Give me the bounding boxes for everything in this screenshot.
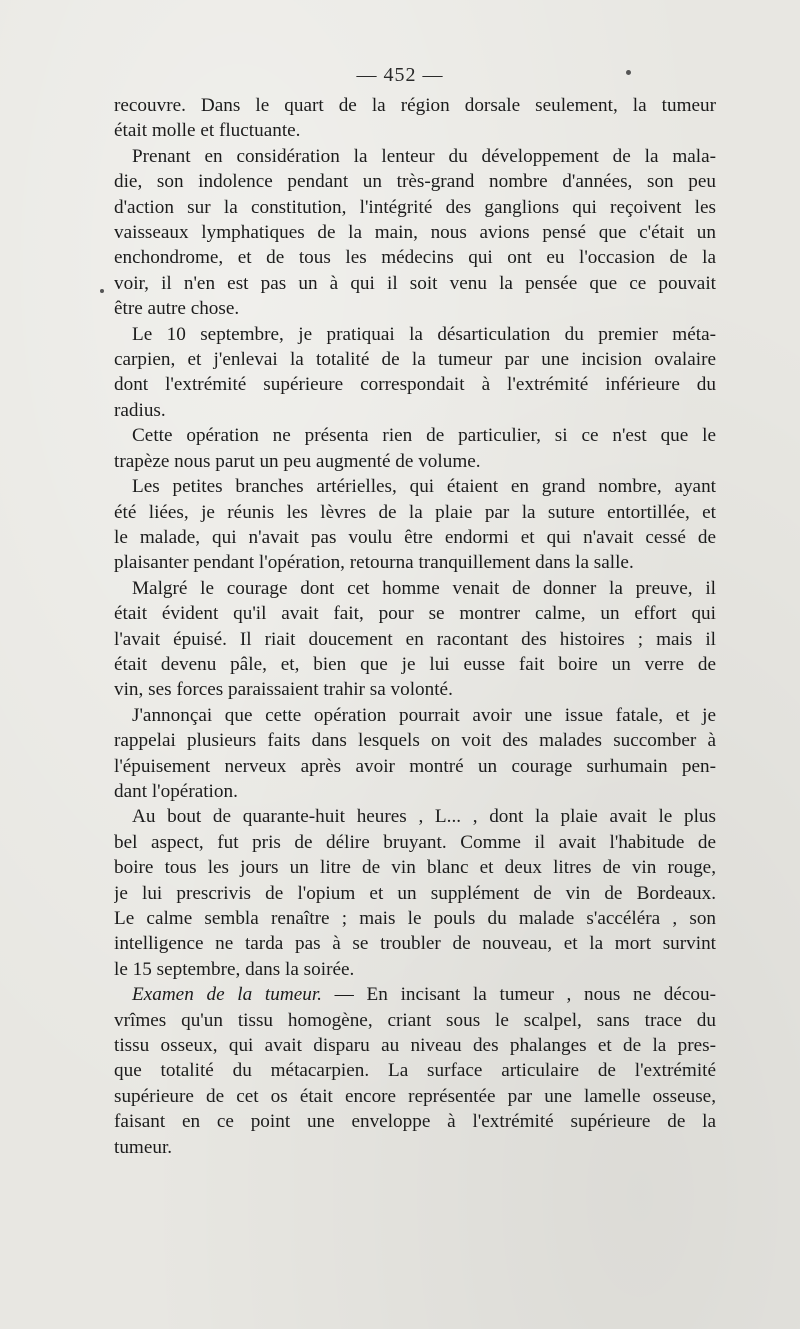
paragraph-p5 bbox=[114, 474, 716, 576]
paragraph-p7 bbox=[114, 703, 716, 805]
text-line: rappelai plusieurs faits dans lesquels on voit des malades succomber à bbox=[114, 730, 716, 752]
ink-speck bbox=[100, 289, 104, 293]
text-line: Les petites branches artérielles, qui étaient en grand nombre, ayant bbox=[132, 476, 716, 498]
text-line: Cette opération ne présenta rien de particulier, si ce n'est que le bbox=[132, 425, 716, 447]
text-line: supérieure de cet os était encore représentée par une lamelle osseuse, bbox=[114, 1085, 716, 1107]
paragraph-p8 bbox=[114, 804, 716, 982]
text-line: tumeur. bbox=[114, 1136, 173, 1158]
text-line bbox=[114, 982, 716, 1007]
text-line: intelligence ne tarda pas à se troubler de nouveau, et la mort survint bbox=[114, 933, 716, 955]
text-line: vrîmes qu'un tissu homogène, criant sous le scalpel, sans trace du bbox=[114, 1009, 716, 1031]
text-line: faisant en ce point une enveloppe à l'extrémité supérieure de la bbox=[114, 1111, 716, 1133]
ink-speck bbox=[626, 70, 631, 75]
paragraph-p1 bbox=[114, 93, 716, 144]
text-line: J'annonçai que cette opération pourrait avoir une issue fatale, et je bbox=[132, 704, 716, 726]
text-line: plaisanter pendant l'opération, retourna tranquillement dans la salle. bbox=[114, 552, 634, 574]
text-line: carpien, et j'enlevai la totalité de la tumeur par une incision ovalaire bbox=[114, 349, 716, 371]
text-line: dont l'extrémité supérieure correspondait à l'extrémité inférieure du bbox=[114, 374, 716, 396]
text-line: vaisseaux lymphatiques de la main, nous avions pensé que c'était un bbox=[114, 222, 716, 244]
text-line: boire tous les jours un litre de vin blanc et deux litres de vin rouge, bbox=[114, 857, 716, 879]
paragraph-p2 bbox=[114, 144, 716, 322]
text-line: que totalité du métacarpien. La surface articulaire de l'extrémité bbox=[114, 1060, 716, 1082]
line-text: — En incisant la tumeur , nous ne décou- bbox=[321, 984, 716, 1006]
text-line: était devenu pâle, et, bien que je lui eusse fait boire un verre de bbox=[114, 653, 716, 675]
text-line: tissu osseux, qui avait disparu au niveau des phalanges et de la pres- bbox=[114, 1035, 716, 1057]
paragraph-p3 bbox=[114, 322, 716, 424]
text-line: Le calme sembla renaître ; mais le pouls du malade s'accéléra , son bbox=[114, 908, 716, 929]
text-line: être autre chose. bbox=[114, 298, 240, 320]
text-line: enchondrome, et de tous les médecins qui ont eu l'occasion de la bbox=[114, 247, 716, 269]
body-text bbox=[114, 93, 716, 1160]
text-line: le 15 septembre, dans la soirée. bbox=[114, 958, 355, 980]
text-line: Au bout de quarante-huit heures , L... , dont la plaie avait le plus bbox=[132, 806, 716, 828]
paragraph-p9 bbox=[114, 982, 716, 1160]
text-line: l'avait épuisé. Il riait doucement en racontant des histoires ; mais il bbox=[114, 628, 716, 650]
text-line: je lui prescrivis de l'opium et un supplément de vin de Bordeaux. bbox=[114, 882, 716, 904]
paragraph-p4 bbox=[114, 423, 716, 474]
text-line: dant l'opération. bbox=[114, 780, 238, 802]
text-line: était évident qu'il avait fait, pour se montrer calme, un effort qui bbox=[114, 603, 716, 625]
text-line: Le 10 septembre, je pratiquai la désarticulation du premier méta- bbox=[132, 323, 716, 345]
text-line: le malade, qui n'avait pas voulu être endormi et qui n'avait cessé de bbox=[114, 526, 716, 548]
text-line: l'épuisement nerveux après avoir montré un courage surhumain pen- bbox=[114, 755, 716, 777]
paragraph-p6 bbox=[114, 576, 716, 703]
text-line: Prenant en considération la lenteur du développement de la mala- bbox=[132, 145, 716, 167]
text-line: voir, il n'en est pas un à qui il soit venu la pensée que ce pouvait bbox=[114, 272, 716, 294]
italic-heading: Examen de la tumeur. bbox=[132, 984, 322, 1006]
page-number: — 452 — bbox=[356, 64, 444, 86]
text-line: Malgré le courage dont cet homme venait de donner la preuve, il bbox=[132, 577, 716, 599]
text-line: vin, ses forces paraissaient trahir sa volonté. bbox=[114, 679, 453, 701]
text-line: recouvre. Dans le quart de la région dorsale seulement, la tumeur bbox=[114, 95, 716, 116]
text-line: été liées, je réunis les lèvres de la plaie par la suture entortillée, et bbox=[114, 501, 716, 523]
text-line: die, son indolence pendant un très-grand nombre d'années, son peu bbox=[114, 171, 716, 193]
text-line: trapèze nous parut un peu augmenté de volume. bbox=[114, 450, 481, 472]
text-line: radius. bbox=[114, 399, 166, 421]
text-line: d'action sur la constitution, l'intégrité des ganglions qui reçoivent les bbox=[114, 196, 716, 218]
text-line: bel aspect, fut pris de délire bruyant. Comme il avait l'habitude de bbox=[114, 831, 716, 853]
text-line: était molle et fluctuante. bbox=[114, 120, 301, 142]
